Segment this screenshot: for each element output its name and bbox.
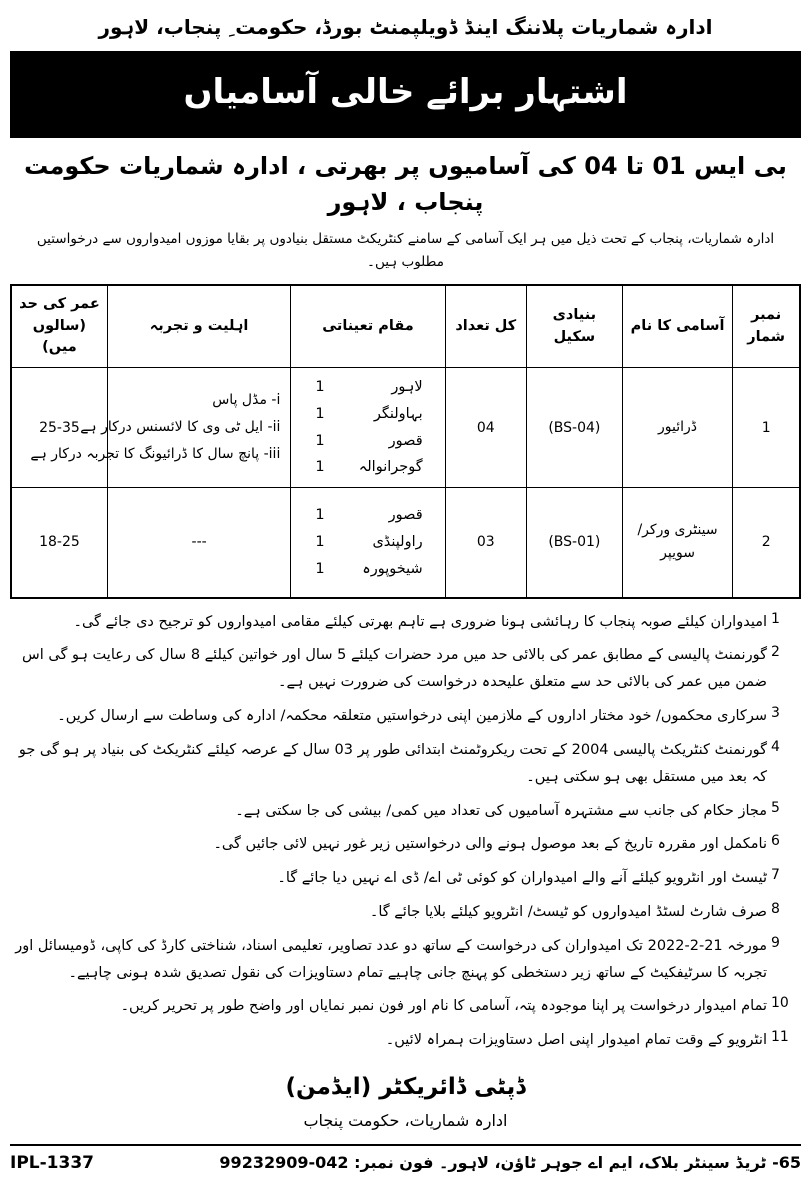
row-age: 25-35 (11, 368, 107, 488)
note-item (14, 703, 797, 730)
footer-address (219, 1153, 801, 1172)
row-total: 03 (445, 488, 526, 598)
row-total: 04 (445, 368, 526, 488)
place-name: قصور (388, 507, 423, 524)
place-item (297, 374, 438, 401)
note-number: 7 (771, 867, 780, 884)
banner (10, 51, 801, 138)
column-header-place: مقام تعیناتی (291, 285, 445, 368)
note-number: 2 (771, 644, 780, 661)
table-row (11, 488, 800, 598)
row-scale: (BS-04) (526, 368, 622, 488)
note-text: صرف شارٹ لسٹڈ امیدواروں کو ٹیسٹ/ انٹرویو کیلئے بلایا جائے گا۔ (369, 903, 767, 920)
note-item (14, 831, 797, 858)
column-header-age: عمر کی حد (سالوں میں) (11, 285, 107, 368)
row-serial: 2 (733, 488, 800, 598)
note-item (14, 609, 797, 636)
note-text: سرکاری محکموں/ خود مختار اداروں کے ملازمین اپنی درخواستیں متعلقہ محکمہ/ ادارہ کی وساطت سے ارسال کریں۔ (57, 708, 767, 725)
qualification-item: i- مڈل پاس (212, 391, 281, 408)
note-number: 3 (771, 705, 780, 722)
table-row (11, 368, 800, 488)
note-number: 4 (771, 738, 780, 755)
place-count: 1 (315, 379, 325, 395)
intro-paragraph: ادارہ شماریات، پنجاب کے تحت ذیل میں ہر ایک آسامی کے سامنے کنٹریکٹ مستقل بنیادوں پر بقایا موزوں امیدواروں سے درخواستیں مطلوب ہیں۔ (36, 231, 775, 270)
row-post-title: سینٹری ورکر/ سویپر (622, 488, 732, 598)
row-qualification: --- (107, 488, 290, 598)
note-item (14, 1027, 797, 1054)
note-text: نامکمل اور مقررہ تاریخ کے بعد موصول ہونے والی درخواستیں زیر غور نہیں لائی جائیں گی۔ (213, 836, 767, 853)
organization-title: ادارہ شماریات پلاننگ اینڈ ڈویلپمنٹ بورڈ، حکومت ِ پنجاب، لاہور (98, 15, 713, 39)
column-header-serial: نمبر شمار (733, 285, 800, 368)
note-number: 5 (771, 799, 780, 816)
row-scale: (BS-01) (526, 488, 622, 598)
place-name: گوجرانوالہ (358, 459, 423, 476)
notes-list (10, 609, 801, 1054)
note-text: مجاز حکام کی جانب سے مشتہرہ آسامیوں کی تعداد میں کمی/ بیشی کی جا سکتی ہے۔ (235, 802, 767, 819)
place-item (297, 556, 438, 583)
column-header-qualification: اہلیت و تجربہ (107, 285, 290, 368)
place-item (297, 502, 438, 529)
place-count: 1 (315, 560, 325, 577)
vacancy-table (10, 284, 801, 599)
place-item (297, 454, 438, 481)
note-item (14, 737, 797, 791)
note-item (14, 642, 797, 696)
signatory-department: ادارہ شماریات، حکومت پنجاب (303, 1110, 508, 1130)
ipl-code: IPL-1337 (10, 1152, 94, 1173)
note-text: ٹیسٹ اور انٹرویو کیلئے آنے والے امیدواران کو کوئی ٹی اے/ ڈی اے نہیں دیا جائے گا۔ (277, 870, 767, 887)
note-item (14, 899, 797, 926)
place-name: شیخوپورہ (362, 560, 423, 577)
note-item (14, 798, 797, 825)
note-number: 10 (771, 995, 789, 1012)
row-post-title: ڈرائیور (622, 368, 732, 488)
row-places (291, 368, 445, 488)
subtitle: بی ایس 01 تا 04 کی آسامیوں پر بھرتی ، ادارہ شماریات حکومت پنجاب ، لاہور (24, 152, 787, 216)
place-item (297, 529, 438, 556)
note-text: گورنمنٹ پالیسی کے مطابق عمر کی بالائی حد میں مرد حضرات کیلئے 5 سال اور خواتین کیلئے 8 سال کی رعایت ہو گی اس ضمن میں عمر کی بالائی حد سے متعلق علیحدہ درخواست کی ضرورت نہیں ہے۔ (22, 647, 767, 691)
place-item (297, 428, 438, 455)
note-text: مورخہ 21-2-2022 تک امیدواران کی درخواست کے ساتھ دو عدد تصاویر، تعلیمی اسناد، شناختی کارڈ کی کاپی، ڈومیسائل اور تجربہ کا سرٹیفکیٹ کے ساتھ زیر دستخطی کو پہنچ جانی چاہیے تمام دستاویزات کی نقول تصدیق شدہ ہونی چاہیے۔ (15, 937, 767, 981)
note-item (14, 993, 797, 1020)
note-number: 6 (771, 833, 780, 850)
banner-title: اشتہار برائے خالی آسامیاں (183, 72, 628, 112)
place-name: بہاولنگر (373, 405, 423, 422)
address-text: 65- ٹریڈ سینٹر بلاک، ایم اے جوہر ٹاؤن، لاہور۔ فون نمبر: (354, 1153, 801, 1173)
note-text: انٹرویو کے وقت تمام امیدوار اپنی اصل دستاویزات ہمراہ لائیں۔ (385, 1032, 767, 1049)
note-text: امیدواران کیلئے صوبہ پنجاب کا رہائشی ہونا ضروری ہے تاہم بھرتی کیلئے مقامی امیدواروں کو ترجیح دی جائے گی۔ (73, 613, 767, 630)
note-item (14, 865, 797, 892)
subtitle-block (10, 138, 801, 222)
place-item (297, 401, 438, 428)
qualification-item: ii- ایل ٹی وی کا لائسنس درکار ہے (80, 418, 281, 435)
footer (10, 1144, 801, 1173)
note-number: 9 (771, 934, 780, 951)
note-number: 8 (771, 900, 780, 917)
table-header-row (11, 285, 800, 368)
column-header-scale: بنیادی سکیل (526, 285, 622, 368)
place-count: 1 (315, 459, 325, 476)
place-count: 1 (315, 533, 325, 550)
signatory-title: ڈپٹی ڈائریکٹر (ایڈمن) (285, 1074, 526, 1100)
note-item (14, 933, 797, 987)
note-text: گورنمنٹ کنٹریکٹ پالیسی 2004 کے تحت ریکروٹمنٹ ابتدائی طور پر 03 سال کے عرصہ کیلئے کنٹریکٹ کی بنیاد پر ہو گی جو کہ بعد میں مستقل بھی ہو سکتی ہیں۔ (18, 741, 767, 785)
place-name: راولپنڈی (372, 533, 423, 550)
column-header-post: آسامی کا نام (622, 285, 732, 368)
place-name: لاہور (391, 379, 423, 395)
place-name: قصور (388, 432, 423, 449)
column-header-total: کل تعداد (445, 285, 526, 368)
place-count: 1 (315, 432, 325, 449)
row-places (291, 488, 445, 598)
phone-number: 042-99232909 (219, 1153, 349, 1173)
place-count: 1 (315, 405, 325, 422)
row-serial: 1 (733, 368, 800, 488)
note-number: 11 (771, 1029, 789, 1046)
note-text: تمام امیدوار درخواست پر اپنا موجودہ پتہ، آسامی کا نام اور فون نمبر نمایاں اور واضح طور پر تحریر کریں۔ (120, 998, 767, 1015)
note-number: 1 (771, 610, 780, 627)
place-count: 1 (315, 507, 325, 524)
signature-block (10, 1070, 801, 1134)
row-age: 18-25 (11, 488, 107, 598)
qualification-item: iii- پانچ سال کا ڈرائیونگ کا تجربہ درکار ہے (30, 446, 281, 463)
